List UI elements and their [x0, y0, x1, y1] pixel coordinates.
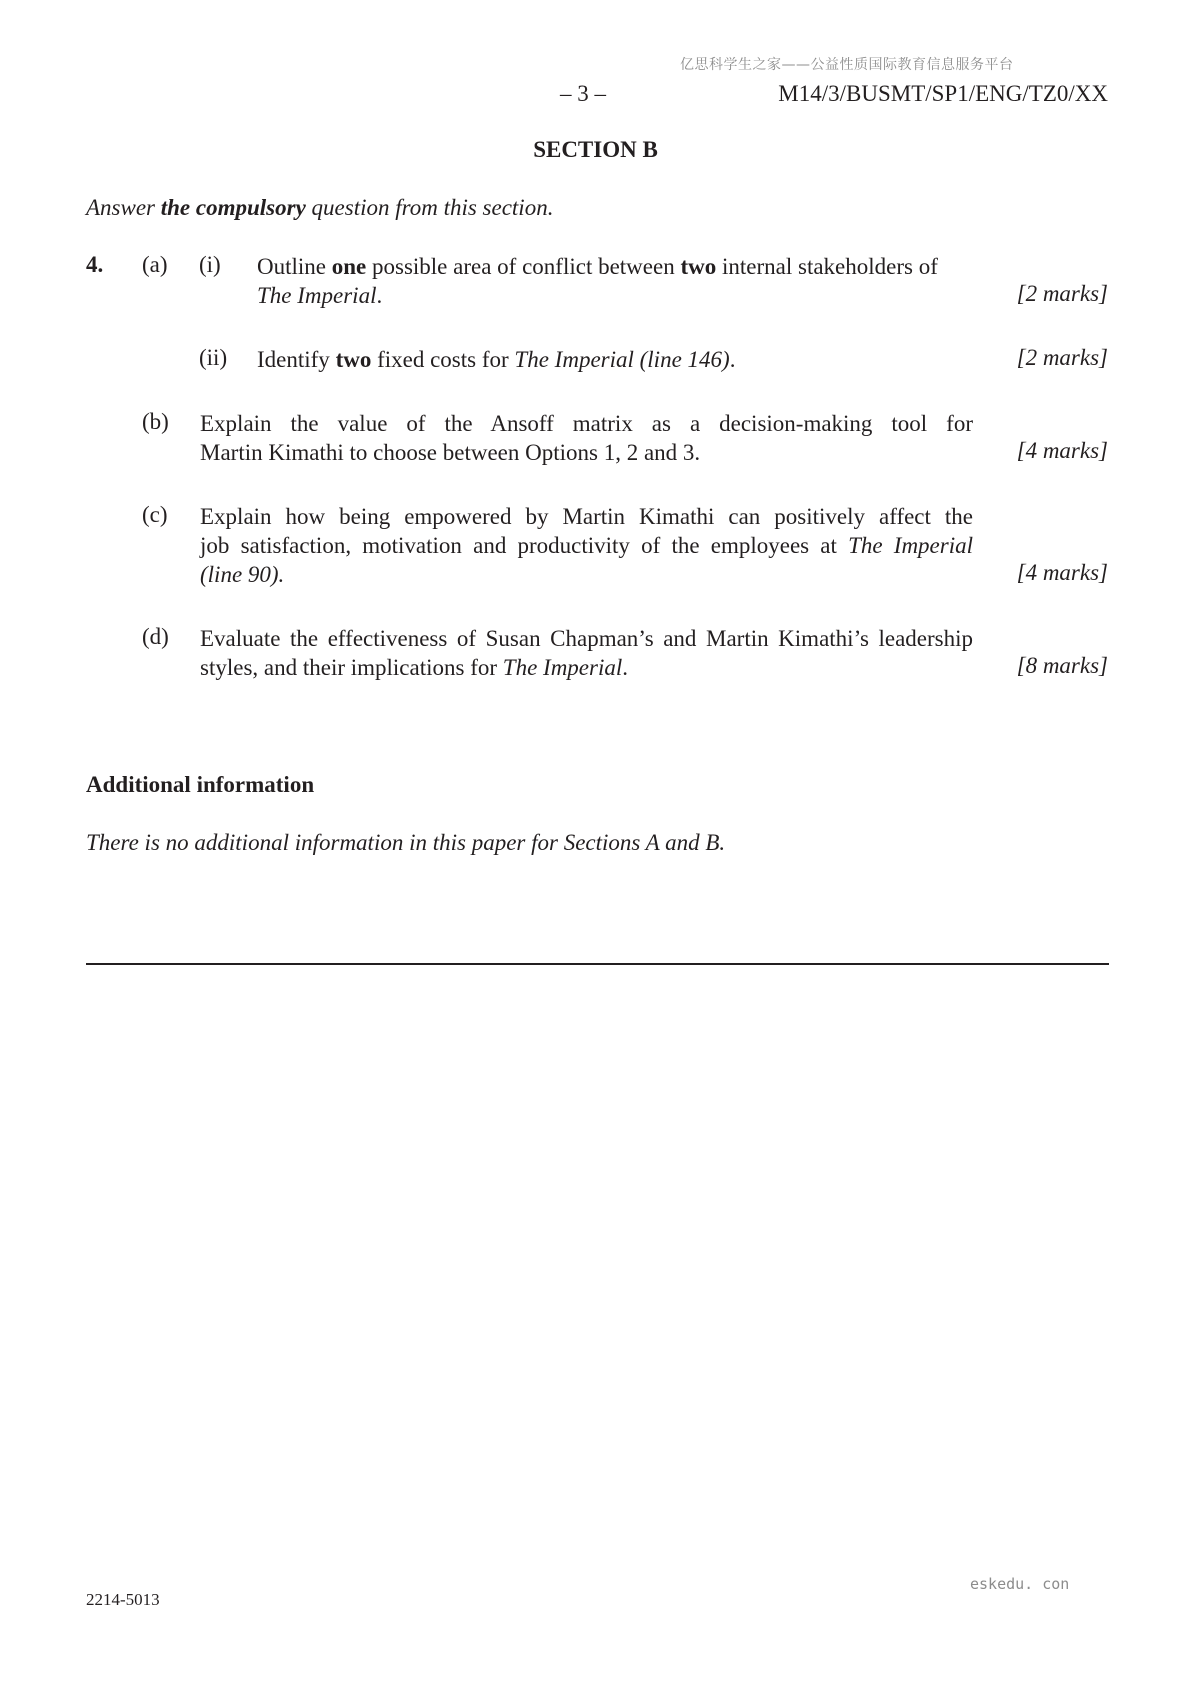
subpart-ii-label: (ii)	[199, 345, 228, 370]
subpart-i-label: (i)	[199, 252, 221, 277]
text-run: internal stakeholders of	[716, 254, 938, 279]
part-d-label: (d)	[142, 624, 169, 649]
text-run: job satisfaction, motivation and productivity of the employees at	[200, 533, 849, 558]
question-a-i-text	[257, 252, 973, 310]
question-c-text	[200, 502, 973, 589]
question-d-text	[200, 624, 973, 682]
text-bold: one	[331, 254, 367, 279]
text-line: Explain the value of the Ansoff matrix as a decision-making tool for	[200, 411, 973, 436]
text-run: Identify	[257, 347, 336, 372]
section-title: SECTION B	[533, 137, 658, 162]
text-run: possible area of conflict between	[366, 254, 681, 279]
footer-watermark: eskedu. con	[970, 1575, 1070, 1593]
marks-a-i: [2 marks]	[1016, 281, 1108, 306]
text-italic: The Imperial	[848, 533, 973, 558]
header-watermark: 亿思科学生之家——公益性质国际教育信息服务平台	[680, 57, 1014, 73]
part-a-label: (a)	[142, 252, 168, 277]
text-run: .	[622, 655, 628, 680]
marks-a-ii: [2 marks]	[1016, 345, 1108, 370]
part-b-label: (b)	[142, 409, 169, 434]
instruction-text: Answer	[86, 195, 161, 220]
marks-d: [8 marks]	[1016, 653, 1108, 678]
text-bold: two	[680, 254, 717, 279]
text-bold: two	[335, 347, 372, 372]
end-rule	[86, 963, 1109, 965]
text-run: styles, and their implications for	[200, 655, 503, 680]
marks-c: [4 marks]	[1016, 560, 1108, 585]
question-b-text	[200, 409, 973, 467]
question-a-ii-text	[257, 345, 973, 374]
page-number: – 3 –	[560, 81, 606, 106]
text-italic: The Imperial (line 146)	[514, 347, 730, 372]
instruction-text-end: question from this section.	[305, 195, 554, 220]
text-italic: The Imperial	[257, 283, 377, 308]
text-line: Explain how being empowered by Martin Kimathi can positively affect the	[200, 504, 973, 529]
text-line	[200, 653, 973, 682]
text-line: (line 90).	[200, 562, 285, 587]
part-c-label: (c)	[142, 502, 168, 527]
text-run: .	[729, 347, 736, 372]
question-number: 4.	[86, 252, 104, 277]
document-id: 2214-5013	[86, 1590, 160, 1609]
text-line: Martin Kimathi to choose between Options 1, 2 and 3.	[200, 440, 701, 465]
additional-info-text: There is no additional information in this paper for Sections A and B.	[86, 830, 726, 855]
instruction-emphasis: the compulsory	[160, 195, 306, 220]
marks-b: [4 marks]	[1016, 438, 1108, 463]
text-line: Evaluate the effectiveness of Susan Chapman’s and Martin Kimathi’s leadership	[200, 626, 973, 651]
text-run: fixed costs for	[371, 347, 515, 372]
text-run: .	[376, 283, 383, 308]
additional-info-title: Additional information	[86, 772, 315, 797]
paper-code: M14/3/BUSMT/SP1/ENG/TZ0/XX	[778, 81, 1108, 106]
text-run: Outline	[257, 254, 332, 279]
text-italic: The Imperial	[502, 655, 623, 680]
text-line	[200, 531, 973, 560]
section-instruction	[86, 195, 553, 221]
